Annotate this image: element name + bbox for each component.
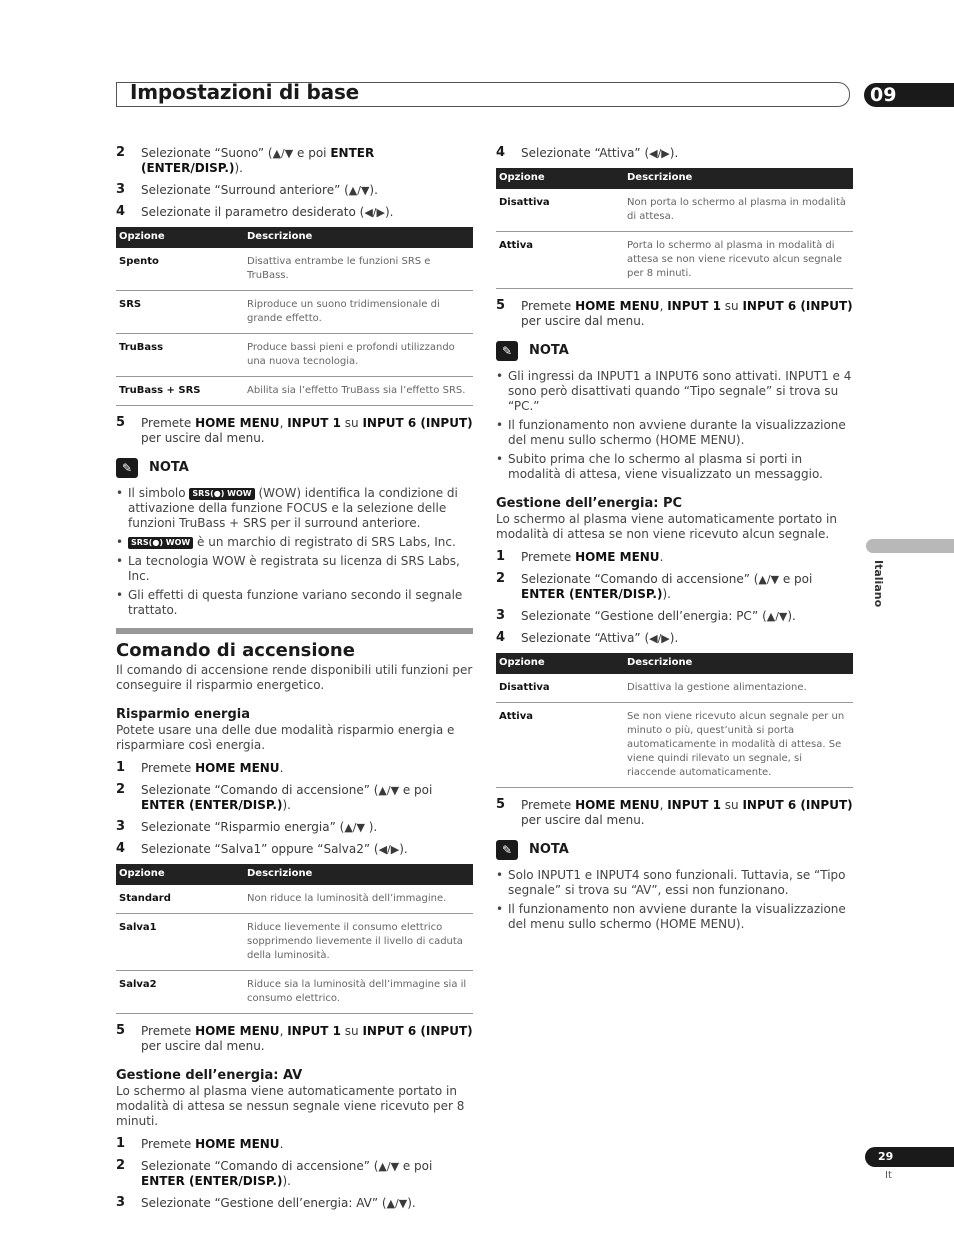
options-table — [116, 227, 473, 406]
language-label: Italiano — [872, 560, 885, 608]
key-label: ENTER (ENTER/DISP.) — [521, 587, 663, 601]
step-text: . — [279, 761, 284, 775]
step-text: e poi — [779, 572, 813, 586]
key-label: INPUT 1 — [667, 299, 721, 313]
table-row — [116, 914, 473, 971]
section-intro: Il comando di accensione rende disponibili utili funzioni per conseguire il risparmio energetico. — [116, 663, 473, 692]
step-text: Selezionate “Gestione dell’energia: PC” ( — [521, 609, 767, 623]
table-header-row — [116, 864, 473, 885]
section-title: Comando di accensione — [116, 640, 355, 661]
key-label: ENTER (ENTER/DISP.) — [141, 798, 283, 812]
option-cell: Disattiva — [496, 189, 624, 232]
key-label: INPUT 1 — [287, 416, 341, 430]
chapter-number: 09 — [870, 84, 897, 106]
arrows-icon: ▲/▼ — [378, 784, 400, 797]
srs-wow-logo-icon: SRS(●) WOW — [189, 488, 254, 500]
step — [116, 1196, 473, 1211]
step — [116, 1137, 473, 1152]
step — [496, 146, 853, 161]
step-number: 3 — [116, 182, 126, 197]
chapter-tab — [864, 83, 954, 107]
step-number: 3 — [116, 819, 126, 834]
step-number: 3 — [496, 608, 506, 623]
options-table — [116, 864, 473, 1014]
step-text: , — [279, 416, 288, 430]
list-item — [128, 486, 473, 531]
option-cell: Salva1 — [116, 914, 244, 971]
note-text: Il simbolo — [128, 486, 190, 500]
key-label: HOME MENU — [575, 798, 660, 812]
key-label: INPUT 6 (INPUT) — [742, 299, 853, 313]
step-text: Selezionate “Attiva” ( — [521, 631, 650, 645]
subsection-title: Gestione dell’energia: PC — [496, 496, 683, 511]
left-column — [116, 146, 473, 1218]
step-text: ). — [399, 842, 408, 856]
step-text: . — [659, 550, 664, 564]
step-text: . — [279, 1137, 284, 1151]
arrows-icon: ▲/▼ — [344, 821, 365, 834]
step-text: per uscire dal menu. — [521, 314, 645, 328]
step-number: 5 — [496, 298, 506, 313]
step-text: Premete — [521, 550, 576, 564]
step-text: ). — [282, 798, 291, 812]
column-header: Opzione — [116, 227, 244, 248]
table-row — [116, 885, 473, 914]
option-cell: Disattiva — [496, 674, 624, 703]
key-label: INPUT 6 (INPUT) — [362, 1024, 473, 1038]
step-number: 4 — [496, 145, 506, 160]
description-cell: Disattiva entrambe le funzioni SRS e TruBass. — [244, 248, 473, 291]
subsection-title: Gestione dell’energia: AV — [116, 1068, 303, 1083]
step-text: Selezionate “Comando di accensione” ( — [141, 1159, 379, 1173]
step-text: Selezionate “Salva1” oppure “Salva2” ( — [141, 842, 379, 856]
note-label: NOTA — [529, 343, 569, 358]
arrows-icon: ◀/▶ — [364, 206, 385, 219]
key-label: HOME MENU — [195, 1137, 280, 1151]
options-table — [496, 653, 853, 788]
table-row — [496, 674, 853, 703]
step — [116, 416, 473, 446]
step-text: , — [279, 1024, 288, 1038]
description-cell: Disattiva la gestione alimentazione. — [624, 674, 853, 703]
step — [116, 842, 473, 857]
step-text: ). — [669, 631, 679, 645]
table-row — [116, 334, 473, 377]
note-label: NOTA — [529, 842, 569, 857]
arrows-icon: ▲/▼ — [386, 1197, 408, 1210]
description-cell: Riproduce un suono tridimensionale di grande effetto. — [244, 291, 473, 334]
step — [496, 299, 853, 329]
step-text: ). — [369, 183, 378, 197]
step-text: Premete — [521, 299, 576, 313]
note-list — [116, 486, 473, 618]
right-column — [496, 146, 853, 938]
step-number: 5 — [496, 797, 506, 812]
option-cell: Attiva — [496, 232, 624, 289]
list-item: • Gli ingressi da INPUT1 a INPUT6 sono attivati. INPUT1 e 4 sono però disattivati quando “Tipo segnale” si trova su “PC.” — [508, 369, 853, 414]
step — [116, 1024, 473, 1054]
step-text: ). — [407, 1196, 416, 1210]
subsection-intro: Potete usare una delle due modalità risparmio energia e risparmiare così energia. — [116, 723, 455, 752]
step-number: 2 — [496, 571, 506, 586]
step — [116, 183, 473, 198]
step-text: , — [659, 299, 668, 313]
step-text: Selezionate “Comando di accensione” ( — [521, 572, 759, 586]
step-text: ). — [364, 820, 378, 834]
arrows-icon: ▲/▼ — [758, 573, 780, 586]
column-header: Descrizione — [624, 168, 853, 189]
arrows-icon: ▲/▼ — [272, 147, 294, 160]
note-heading — [496, 341, 853, 363]
option-cell: Attiva — [496, 703, 624, 788]
list-item: • Gli effetti di questa funzione variano secondo il segnale trattato. — [128, 588, 473, 618]
step-text: Premete — [141, 1024, 196, 1038]
step-number: 1 — [116, 760, 126, 775]
step-number: 5 — [116, 1023, 126, 1038]
note-text: (WOW) identifica la condizione di attivazione della funzione FOCUS e la selezione delle funzioni TruBass + SRS per il surround anteriore. — [128, 486, 458, 530]
subsection-intro: Lo schermo al plasma viene automaticamente portato in modalità di attesa se nessun segnale viene ricevuto per 8 minuti. — [116, 1084, 465, 1128]
table-row — [496, 189, 853, 232]
note-heading — [116, 458, 473, 480]
step — [116, 1159, 473, 1189]
note-label: NOTA — [149, 460, 189, 475]
step-text: e poi — [293, 146, 331, 160]
step-text: su — [340, 1024, 363, 1038]
step — [116, 205, 473, 220]
list-item: • Il funzionamento non avviene durante la visualizzazione del menu sullo schermo (HOME MENU). — [508, 418, 853, 448]
list-item: • Il funzionamento non avviene durante la visualizzazione del menu sullo schermo (HOME MENU). — [508, 902, 853, 932]
key-label: HOME MENU — [195, 761, 280, 775]
list-item: • Subito prima che lo schermo al plasma si porti in modalità di attesa, viene visualizzato un messaggio. — [508, 452, 853, 482]
key-label: ENTER (ENTER/DISP.) — [141, 146, 375, 175]
step-text: Selezionate “Risparmio energia” ( — [141, 820, 345, 834]
srs-wow-logo-icon: SRS(●) WOW — [128, 537, 193, 549]
key-label: HOME MENU — [195, 416, 280, 430]
key-label: INPUT 6 (INPUT) — [362, 416, 473, 430]
column-header: Opzione — [496, 653, 624, 674]
step-number: 5 — [116, 415, 126, 430]
step-text: ). — [384, 205, 394, 219]
language-code: It — [885, 1170, 892, 1181]
list-item: • Solo INPUT1 e INPUT4 sono funzionali. Tuttavia, se “Tipo segnale” si trova su “AV”, essi non funzionano. — [508, 868, 853, 898]
step — [116, 761, 473, 776]
step-text: su — [720, 798, 743, 812]
key-label: HOME MENU — [195, 1024, 280, 1038]
step-text: su — [340, 416, 363, 430]
key-label: HOME MENU — [575, 550, 660, 564]
description-cell: Riduce lievemente il consumo elettrico sopprimendo lievemente il livello di caduta della luminosità. — [244, 914, 473, 971]
note-list — [496, 868, 853, 932]
table-row — [116, 248, 473, 291]
step-number: 2 — [116, 782, 126, 797]
step-text: Selezionate “Comando di accensione” ( — [141, 783, 379, 797]
page-number: 29 — [878, 1150, 894, 1163]
list-item: • La tecnologia WOW è registrata su licenza di SRS Labs, Inc. — [128, 554, 473, 584]
step-text: ). — [669, 146, 679, 160]
step — [496, 798, 853, 828]
step-text: per uscire dal menu. — [521, 813, 645, 827]
step — [116, 783, 473, 813]
list-item — [128, 535, 473, 550]
description-cell: Abilita sia l’effetto TruBass sia l’effetto SRS. — [244, 377, 473, 406]
pencil-icon: ✎ — [496, 341, 518, 361]
options-table — [496, 168, 853, 289]
option-cell: Spento — [116, 248, 244, 291]
arrows-icon: ▲/▼ — [766, 610, 788, 623]
step-number: 1 — [116, 1136, 126, 1151]
note-list — [496, 369, 853, 482]
section-divider — [116, 628, 473, 634]
arrows-icon: ◀/▶ — [649, 147, 670, 160]
step-text: Selezionate “Surround anteriore” ( — [141, 183, 349, 197]
subsection-intro: Lo schermo al plasma viene automaticamente portato in modalità di attesa se non viene ricevuto alcun segnale. — [496, 512, 837, 541]
column-header: Opzione — [116, 864, 244, 885]
step-number: 2 — [116, 1158, 126, 1173]
pencil-icon: ✎ — [496, 840, 518, 860]
step-text: per uscire dal menu. — [141, 431, 265, 445]
step-text: ). — [234, 161, 243, 175]
option-cell: TruBass + SRS — [116, 377, 244, 406]
page-number-tab — [865, 1147, 954, 1167]
step-number: 1 — [496, 549, 506, 564]
description-cell: Porta lo schermo al plasma in modalità di attesa se non viene ricevuto alcun segnale per 8 minuti. — [624, 232, 853, 289]
step-text: Selezionate “Gestione dell’energia: AV” ( — [141, 1196, 387, 1210]
description-cell: Produce bassi pieni e profondi utilizzando una nuova tecnologia. — [244, 334, 473, 377]
option-cell: Standard — [116, 885, 244, 914]
step-text: Selezionate “Suono” ( — [141, 146, 273, 160]
table-row — [496, 232, 853, 289]
step — [116, 146, 473, 176]
arrows-icon: ▲/▼ — [348, 184, 370, 197]
note-heading — [496, 840, 853, 862]
arrows-icon: ◀/▶ — [649, 632, 670, 645]
page-title: Impostazioni di base — [130, 80, 360, 104]
table-header-row — [116, 227, 473, 248]
step-text: ). — [787, 609, 796, 623]
key-label: INPUT 1 — [667, 798, 721, 812]
step-text: e poi — [399, 783, 433, 797]
option-cell: Salva2 — [116, 971, 244, 1014]
step-text: Selezionate “Attiva” ( — [521, 146, 650, 160]
step-text: Premete — [141, 1137, 196, 1151]
step-text: ). — [282, 1174, 291, 1188]
side-tab — [866, 539, 954, 553]
description-cell: Se non viene ricevuto alcun segnale per un minuto o più, quest’unità si porta automaticamente in modalità di attesa. Se viene quindi rilevato un segnale, si riaccende automaticamente. — [624, 703, 853, 788]
key-label: INPUT 1 — [287, 1024, 341, 1038]
step-text: su — [720, 299, 743, 313]
step-text: Premete — [141, 416, 196, 430]
step — [496, 572, 853, 602]
table-row — [116, 971, 473, 1014]
step-text: ). — [662, 587, 671, 601]
note-text: è un marchio di registrato di SRS Labs, Inc. — [193, 535, 456, 549]
arrows-icon: ▲/▼ — [378, 1160, 400, 1173]
column-header: Opzione — [496, 168, 624, 189]
table-header-row — [496, 168, 853, 189]
step-number: 4 — [116, 204, 126, 219]
step-text: e poi — [399, 1159, 433, 1173]
step-number: 3 — [116, 1195, 126, 1210]
option-cell: SRS — [116, 291, 244, 334]
pencil-icon: ✎ — [116, 458, 138, 478]
description-cell: Riduce sia la luminosità dell’immagine sia il consumo elettrico. — [244, 971, 473, 1014]
column-header: Descrizione — [244, 227, 473, 248]
step-number: 4 — [116, 841, 126, 856]
key-label: HOME MENU — [575, 299, 660, 313]
table-row — [116, 377, 473, 406]
table-header-row — [496, 653, 853, 674]
key-label: ENTER (ENTER/DISP.) — [141, 1174, 283, 1188]
table-row — [116, 291, 473, 334]
step-text: per uscire dal menu. — [141, 1039, 265, 1053]
key-label: INPUT 6 (INPUT) — [742, 798, 853, 812]
column-header: Descrizione — [624, 653, 853, 674]
step — [496, 550, 853, 565]
step-text: Premete — [141, 761, 196, 775]
column-header: Descrizione — [244, 864, 473, 885]
description-cell: Non riduce la luminosità dell’immagine. — [244, 885, 473, 914]
arrows-icon: ◀/▶ — [378, 843, 400, 856]
subsection-title: Risparmio energia — [116, 707, 250, 722]
step-text: Selezionate il parametro desiderato ( — [141, 205, 365, 219]
step — [116, 820, 473, 835]
option-cell: TruBass — [116, 334, 244, 377]
step — [496, 609, 853, 624]
table-row — [496, 703, 853, 788]
step-number: 4 — [496, 630, 506, 645]
step-text: , — [659, 798, 668, 812]
description-cell: Non porta lo schermo al plasma in modalità di attesa. — [624, 189, 853, 232]
step-text: Premete — [521, 798, 576, 812]
step-number: 2 — [116, 145, 126, 160]
step — [496, 631, 853, 646]
